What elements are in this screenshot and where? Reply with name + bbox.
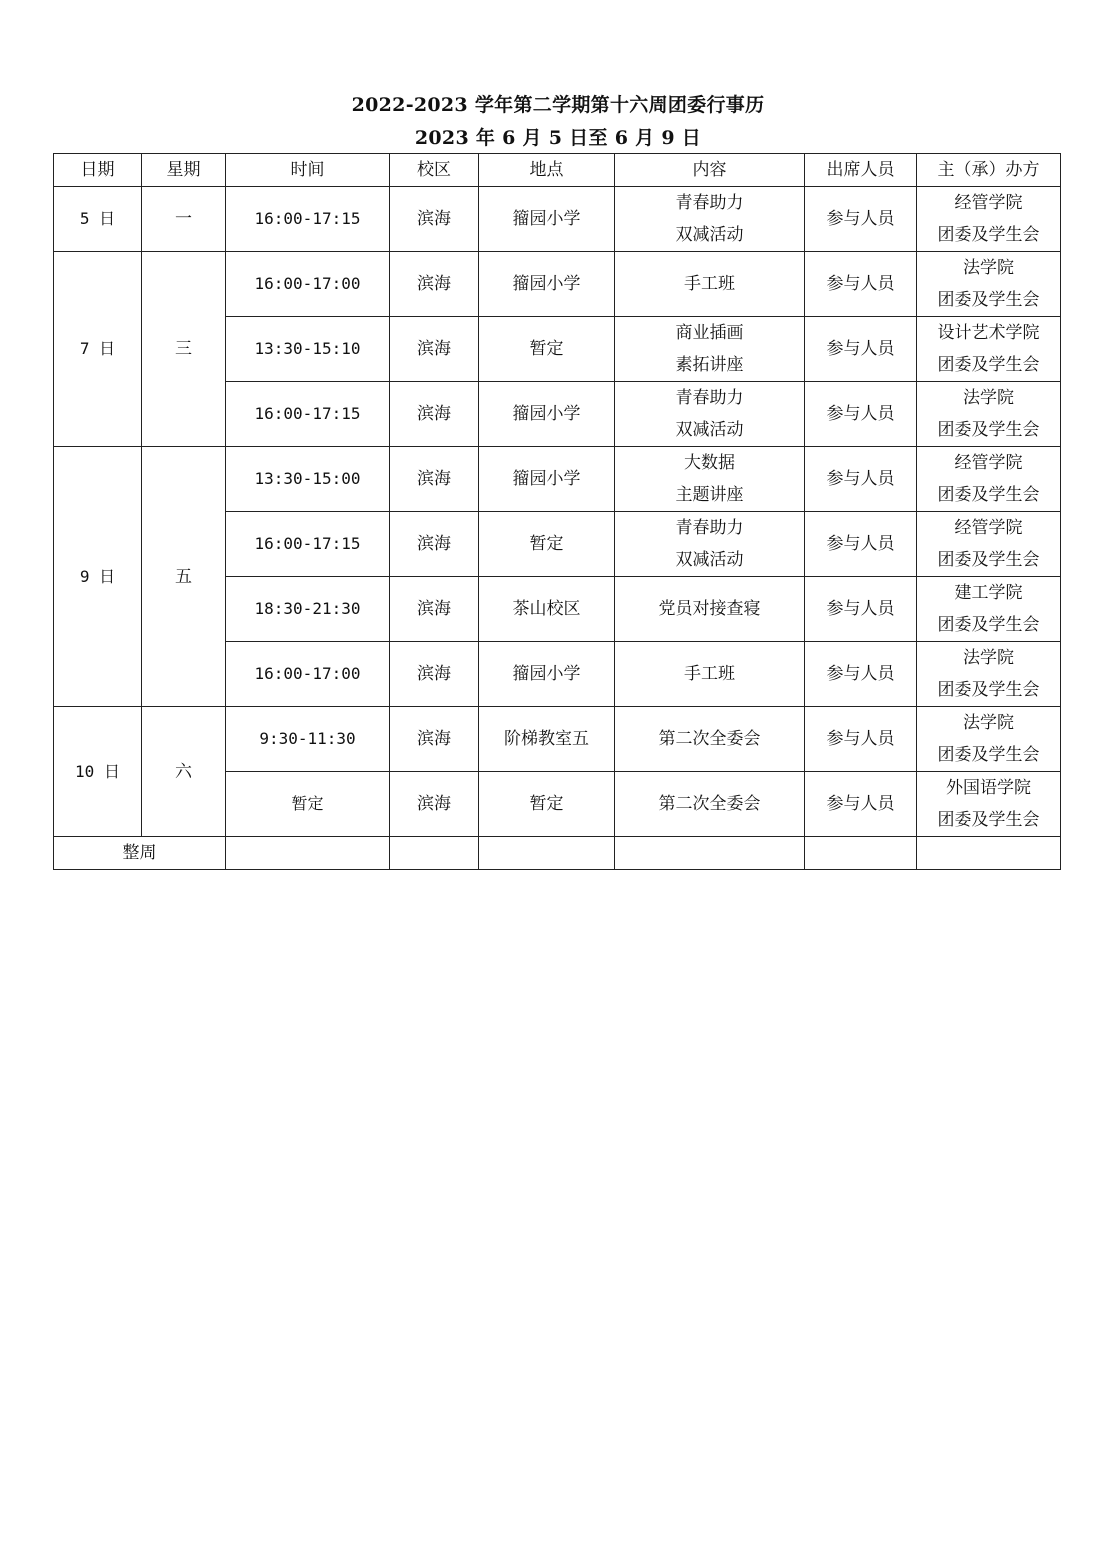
host-cell	[917, 772, 1061, 837]
date-cell: 10 日	[54, 707, 142, 837]
host-line: 团委及学生会	[937, 680, 1040, 700]
content-line: 主题讲座	[675, 485, 744, 505]
time-cell: 13:30-15:00	[226, 447, 390, 512]
header-row	[54, 154, 1061, 187]
table-row	[54, 187, 1061, 252]
attendees-cell: 参与人员	[805, 447, 917, 512]
attendees-cell: 参与人员	[805, 252, 917, 317]
content-line: 手工班	[684, 274, 735, 294]
content-line: 青春助力	[675, 388, 744, 408]
host-cell	[917, 252, 1061, 317]
empty-cell	[805, 837, 917, 870]
header-time: 时间	[226, 154, 390, 187]
attendees-cell: 参与人员	[805, 317, 917, 382]
empty-cell	[479, 837, 615, 870]
place-cell: 暂定	[479, 772, 615, 837]
content-line: 素拓讲座	[675, 355, 744, 375]
host-line: 团委及学生会	[937, 290, 1040, 310]
host-cell	[917, 447, 1061, 512]
host-line: 团委及学生会	[937, 550, 1040, 570]
content-cell	[615, 512, 805, 577]
empty-cell	[390, 837, 479, 870]
host-line: 团委及学生会	[937, 810, 1040, 830]
content-line: 第二次全委会	[658, 729, 761, 749]
host-cell	[917, 187, 1061, 252]
content-line: 双减活动	[675, 550, 744, 570]
place-cell: 阶梯教室五	[479, 707, 615, 772]
content-line: 手工班	[684, 664, 735, 684]
content-cell	[615, 187, 805, 252]
host-cell	[917, 512, 1061, 577]
content-cell	[615, 642, 805, 707]
host-line: 设计艺术学院	[937, 323, 1040, 343]
time-cell: 16:00-17:15	[226, 187, 390, 252]
host-line: 建工学院	[954, 583, 1023, 603]
campus-cell: 滨海	[390, 447, 479, 512]
time-cell: 16:00-17:00	[226, 252, 390, 317]
campus-cell: 滨海	[390, 512, 479, 577]
time-cell: 16:00-17:00	[226, 642, 390, 707]
host-cell	[917, 382, 1061, 447]
header-content: 内容	[615, 154, 805, 187]
host-line: 法学院	[963, 388, 1014, 408]
attendees-cell: 参与人员	[805, 642, 917, 707]
host-line: 法学院	[963, 648, 1014, 668]
header-attendees: 出席人员	[805, 154, 917, 187]
date-cell: 5 日	[54, 187, 142, 252]
time-cell: 13:30-15:10	[226, 317, 390, 382]
content-line: 双减活动	[675, 420, 744, 440]
content-cell	[615, 447, 805, 512]
place-cell: 籀园小学	[479, 382, 615, 447]
header-weekday: 星期	[142, 154, 226, 187]
host-cell	[917, 642, 1061, 707]
attendees-cell: 参与人员	[805, 707, 917, 772]
content-cell	[615, 707, 805, 772]
empty-cell	[917, 837, 1061, 870]
attendees-cell: 参与人员	[805, 772, 917, 837]
host-line: 团委及学生会	[937, 225, 1040, 245]
place-cell: 籀园小学	[479, 187, 615, 252]
date-cell: 9 日	[54, 447, 142, 707]
whole-week-label: 整周	[54, 837, 226, 870]
host-line: 团委及学生会	[937, 615, 1040, 635]
date-range-title: 2023 年 6 月 5 日至 6 月 9 日	[414, 127, 702, 149]
campus-cell: 滨海	[390, 252, 479, 317]
content-line: 青春助力	[675, 193, 744, 213]
host-cell	[917, 317, 1061, 382]
weekday-cell: 一	[142, 187, 226, 252]
host-line: 团委及学生会	[937, 745, 1040, 765]
empty-cell	[226, 837, 390, 870]
place-cell: 暂定	[479, 317, 615, 382]
host-line: 法学院	[963, 713, 1014, 733]
campus-cell: 滨海	[390, 317, 479, 382]
header-place: 地点	[479, 154, 615, 187]
campus-cell: 滨海	[390, 772, 479, 837]
whole-week-row	[54, 837, 1061, 870]
campus-cell: 滨海	[390, 642, 479, 707]
place-cell: 茶山校区	[479, 577, 615, 642]
calendar-table	[53, 153, 1061, 870]
weekday-cell: 六	[142, 707, 226, 837]
attendees-cell: 参与人员	[805, 577, 917, 642]
host-cell	[917, 707, 1061, 772]
weekday-cell: 五	[142, 447, 226, 707]
content-line: 第二次全委会	[658, 794, 761, 814]
content-cell	[615, 317, 805, 382]
host-line: 团委及学生会	[937, 355, 1040, 375]
time-cell: 暂定	[226, 772, 390, 837]
time-cell: 18:30-21:30	[226, 577, 390, 642]
content-line: 党员对接查寝	[658, 599, 761, 619]
host-line: 经管学院	[954, 193, 1023, 213]
place-cell: 籀园小学	[479, 252, 615, 317]
content-cell	[615, 772, 805, 837]
header-host: 主（承）办方	[917, 154, 1061, 187]
campus-cell: 滨海	[390, 707, 479, 772]
place-cell: 籀园小学	[479, 642, 615, 707]
document-title: 2022-2023 学年第二学期第十六周团委行事历	[351, 94, 765, 116]
content-line: 商业插画	[675, 323, 744, 343]
attendees-cell: 参与人员	[805, 187, 917, 252]
table-row	[54, 707, 1061, 772]
host-line: 经管学院	[954, 453, 1023, 473]
host-line: 法学院	[963, 258, 1014, 278]
empty-cell	[615, 837, 805, 870]
weekday-cell: 三	[142, 252, 226, 447]
time-cell: 9:30-11:30	[226, 707, 390, 772]
content-cell	[615, 382, 805, 447]
time-cell: 16:00-17:15	[226, 512, 390, 577]
campus-cell: 滨海	[390, 382, 479, 447]
table-row	[54, 447, 1061, 512]
host-line: 外国语学院	[946, 778, 1031, 798]
attendees-cell: 参与人员	[805, 512, 917, 577]
host-cell	[917, 577, 1061, 642]
content-line: 大数据	[684, 453, 735, 473]
time-cell: 16:00-17:15	[226, 382, 390, 447]
date-cell: 7 日	[54, 252, 142, 447]
place-cell: 暂定	[479, 512, 615, 577]
campus-cell: 滨海	[390, 187, 479, 252]
header-date: 日期	[54, 154, 142, 187]
place-cell: 籀园小学	[479, 447, 615, 512]
host-line: 经管学院	[954, 518, 1023, 538]
content-line: 双减活动	[675, 225, 744, 245]
attendees-cell: 参与人员	[805, 382, 917, 447]
content-cell	[615, 252, 805, 317]
content-cell	[615, 577, 805, 642]
content-line: 青春助力	[675, 518, 744, 538]
campus-cell: 滨海	[390, 577, 479, 642]
host-line: 团委及学生会	[937, 420, 1040, 440]
header-campus: 校区	[390, 154, 479, 187]
table-row	[54, 252, 1061, 317]
host-line: 团委及学生会	[937, 485, 1040, 505]
